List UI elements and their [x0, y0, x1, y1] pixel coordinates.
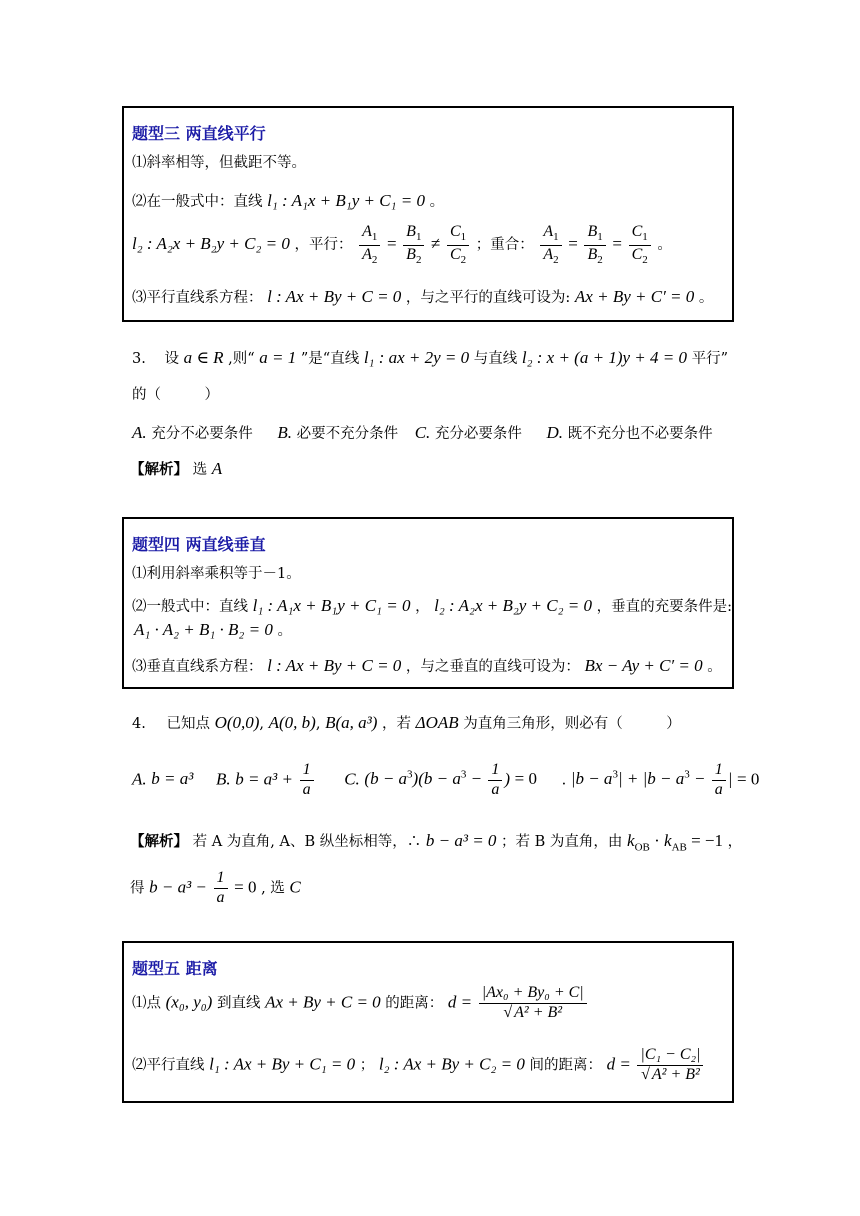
answer-3 — [130, 460, 222, 478]
formula-numerator: |C₁ − C₂| — [637, 1047, 703, 1066]
section-title: 题型五 距离 — [132, 959, 218, 978]
distance-d: d = — [447, 992, 473, 1012]
point-o: O(0,0) — [214, 713, 260, 732]
rule-1-suffix: 的距离： — [385, 995, 444, 1012]
rule-3-mid: ，与之平行的直线可设为: — [405, 290, 571, 306]
ratio-a2: $\frac{A_1}{A_2}$ — [540, 224, 561, 266]
fraction-numerator: 1 — [712, 762, 726, 781]
option-b-label: B. — [277, 423, 292, 442]
formula-numerator: |Ax₀ + By₀ + C| — [479, 985, 587, 1004]
line-l-equation: l : Ax + By + C = 0 — [267, 287, 402, 306]
answer-eq-3: b − a³ − — [149, 877, 207, 897]
rule-1-mid: 到直线 — [216, 995, 261, 1012]
ratio-b: $\frac{B_1}{B_2}$ — [403, 224, 424, 266]
answer-label: 【解析】 — [130, 462, 188, 478]
row-end: 。 — [657, 237, 672, 254]
ratio-b2: $\frac{B_1}{B_2}$ — [584, 224, 605, 266]
line-l1-equation: l₁ : Ax + By + C₁ = 0 — [209, 1054, 356, 1074]
answer-text-2: ；若 B 为直角，由 — [501, 834, 623, 850]
answer-choice: A — [211, 459, 223, 478]
ratio-c2: $\frac{C_1}{C_2}$ — [629, 224, 651, 266]
rule-1 — [132, 985, 589, 1022]
option-b: b = a³ + — [235, 769, 293, 789]
point-a: A(0, b) — [268, 713, 316, 732]
option-d: $|b - a^3| + |b - a^3$ − — [570, 768, 710, 789]
q3-text-c: ”是“直线 — [300, 351, 360, 367]
option-b-fraction — [300, 762, 314, 799]
q3-cond1: a ∈ R — [183, 348, 224, 367]
slope-k: k — [627, 831, 635, 850]
answer-choice: C — [289, 877, 301, 897]
question-number: 4. — [132, 716, 146, 732]
section-title: 题型三 两直线平行 — [132, 124, 266, 143]
rule-3-end: 。 — [698, 290, 714, 306]
q3-text-d: 与直线 — [473, 351, 518, 367]
line-l2-equation: l₂ : A₂x + B₂y + C₂ = 0 — [132, 234, 290, 254]
q4-text-b: ，若 — [382, 716, 411, 732]
rule-2 — [132, 597, 732, 615]
answer-text-3: 得 — [130, 880, 145, 897]
parallel-condition-row: l₂ : A₂x + B₂y + C₂ = 0 ，平行： $\frac{A_1}{A_2}$ = $\frac{B_1}{B_2}$ ≠ $\frac{C_1}{C_2}$ ；重合： $\frac{A_1}{A_2}$ = $\frac{B_1}{B_2}$ = $\frac{C_1}{C_2}$ 。 — [132, 223, 672, 266]
fraction-denominator: a — [216, 888, 225, 906]
fraction-numerator: 1 — [300, 762, 314, 781]
line-l1-equation: l₁ : A₁x + B₁y + C₁ = 0 — [252, 596, 411, 615]
q3-line1: l₁ : ax + 2y = 0 — [363, 348, 470, 367]
question-3-options — [132, 424, 713, 442]
option-c-eq: = 0 — [514, 769, 537, 789]
slope-sub-ab: AB — [671, 841, 687, 854]
answer-text-1: 若 A 为直角, A、B 纵坐标相等，∴ — [192, 834, 422, 850]
formula-denominator: √ A² + B² — [641, 1065, 700, 1083]
slope-dot: · — [654, 831, 660, 850]
q4-text-a: 已知点 — [166, 716, 210, 732]
rule-2-suffix: ，垂直的充要条件是: — [596, 599, 733, 615]
point-line-distance-formula — [479, 985, 587, 1022]
option-c-label: C. — [414, 423, 431, 442]
rule-3-prefix: ⑶平行直线系方程： — [132, 290, 263, 306]
rule-3-end: 。 — [707, 659, 722, 675]
option-a: 充分不必要条件 — [151, 426, 253, 442]
rule-1: ⑴斜率相等，但截距不等。 — [132, 155, 306, 171]
answer-4-line1 — [130, 832, 742, 853]
question-4-options: A. b = a³ B. b = a³ + $\frac{1}{a}$ C. $(b - a^3)(b - a^3$ − $\frac{1}{a}$ ) = 0 . $|b - a^3| + |b - a^3$ − $\frac{1}{a}$ | = 0 — [132, 761, 760, 798]
rule-2-prefix: ⑵平行直线 — [132, 1057, 205, 1074]
sqrt-radicand: A² + B² — [514, 1003, 563, 1021]
answer-eq-1: b − a³ = 0 — [425, 831, 497, 850]
rule-2-prefix: ⑵一般式中：直线 — [132, 599, 248, 615]
option-c-fraction — [488, 762, 502, 799]
point-x0-y0: (x₀, y₀) — [165, 992, 213, 1012]
slope-sub-ob: OB — [634, 841, 650, 854]
ratio-c: $\frac{C_1}{C_2}$ — [447, 224, 469, 266]
parallel-family-equation: Ax + By + C′ = 0 — [574, 287, 695, 306]
answer-4-line2 — [130, 870, 301, 907]
parallel-lines-box — [122, 106, 734, 322]
q3-text-e: 平行” — [691, 351, 729, 367]
fraction-numerator: 1 — [488, 762, 502, 781]
rule-2-prefix: ⑵在一般式中：直线 — [132, 194, 263, 210]
fraction-numerator: 1 — [214, 870, 228, 889]
rule-2-sep: ； — [359, 1057, 375, 1074]
answer-eq-3-end: = 0 — [234, 877, 257, 897]
parallel-lines-distance-formula — [637, 1047, 703, 1084]
q4-text-c: 为直角三角形，则必有（ ） — [463, 716, 681, 732]
rule-1-prefix: ⑴点 — [132, 995, 161, 1012]
ratio-a: $\frac{A_1}{A_2}$ — [359, 224, 380, 266]
rule-2-end: 。 — [277, 623, 292, 639]
option-a-label: A. — [132, 423, 147, 442]
rule-3 — [132, 288, 713, 306]
sqrt-radicand: A² + B² — [651, 1065, 700, 1083]
rule-3 — [132, 657, 722, 675]
distance-box — [122, 941, 734, 1103]
triangle-oab: ΔOAB — [415, 713, 459, 732]
answer-label: 【解析】 — [130, 834, 188, 850]
perpendicular-condition: A₁ · A₂ + B₁ · B₂ = 0 — [134, 620, 273, 639]
rule-2-suffix: 间的距离： — [529, 1057, 602, 1074]
q3-cond2: a = 1 — [259, 348, 297, 367]
rule-2 — [132, 192, 444, 210]
question-number: 3. — [132, 351, 146, 367]
line-l-equation: l : Ax + By + C = 0 — [267, 656, 402, 675]
option-c: $(b - a^3)(b - a^3$ − — [364, 768, 487, 789]
q3-text-b: ,则“ — [228, 351, 255, 367]
question-3-tail: 的（ ） — [132, 387, 219, 403]
fraction-denominator: a — [491, 780, 500, 798]
distance-d: d = — [606, 1054, 631, 1074]
option-a: b = a³ — [151, 769, 194, 789]
formula-denominator: √ A² + B² — [503, 1003, 563, 1021]
option-d-eq: = 0 — [737, 769, 760, 789]
coincide-label: ；重合： — [475, 237, 534, 254]
rule-1: ⑴利用斜率乘积等于－1。 — [132, 566, 301, 582]
question-4: 4. 已知点 O(0,0), A(0, b), B(a, a³) ，若 ΔOAB 为直角三角形，则必有（ ） — [132, 713, 681, 732]
section-title: 题型四 两直线垂直 — [132, 535, 266, 554]
option-b-label: B. — [215, 769, 231, 789]
perpendicular-family-equation: Bx − Ay + C′ = 0 — [584, 656, 703, 675]
rule-3-prefix: ⑶垂直直线系方程： — [132, 659, 263, 675]
perpendicular-lines-box — [122, 517, 734, 689]
fraction-denominator: a — [714, 780, 723, 798]
option-c: 充分必要条件 — [434, 426, 522, 442]
point-b: B(a, a³) — [325, 713, 378, 732]
parallel-label: ，平行： — [294, 237, 353, 254]
q3-line2: l₂ : x + (a + 1)y + 4 = 0 — [521, 348, 687, 367]
rule-2-sep: ， — [415, 599, 430, 615]
option-a-label: A. — [132, 769, 147, 789]
option-d-fraction — [712, 762, 726, 799]
option-d-label: D. — [546, 423, 564, 442]
rule-2-condition — [134, 621, 292, 639]
option-c-label: C. — [344, 769, 360, 789]
line-l1-equation: l₁ : A₁x + B₁y + C₁ = 0 — [267, 191, 425, 210]
rule-2 — [132, 1047, 705, 1084]
slope-product: = −1 — [691, 831, 724, 850]
rule-2-end: 。 — [429, 194, 445, 210]
option-d-label: . — [561, 772, 567, 789]
answer-fraction — [214, 870, 228, 907]
answer-comma: ， — [727, 834, 743, 850]
answer-text-4: , 选 — [261, 880, 285, 897]
question-3 — [132, 349, 728, 367]
answer-text: 选 — [192, 462, 208, 478]
slope-k: k — [664, 831, 672, 850]
line-l2-equation: l₂ : A₂x + B₂y + C₂ = 0 — [434, 596, 593, 615]
answer-eq-2 — [627, 831, 724, 854]
rule-3-mid: ，与之垂直的直线可设为： — [405, 659, 580, 675]
line-equation: Ax + By + C = 0 — [265, 992, 381, 1012]
line-l2-equation: l₂ : Ax + By + C₂ = 0 — [378, 1054, 525, 1074]
option-b: 必要不充分条件 — [296, 426, 399, 442]
q3-text-a: 设 — [164, 351, 179, 367]
fraction-denominator: a — [302, 780, 311, 798]
option-d: 既不充分也不必要条件 — [567, 426, 713, 442]
